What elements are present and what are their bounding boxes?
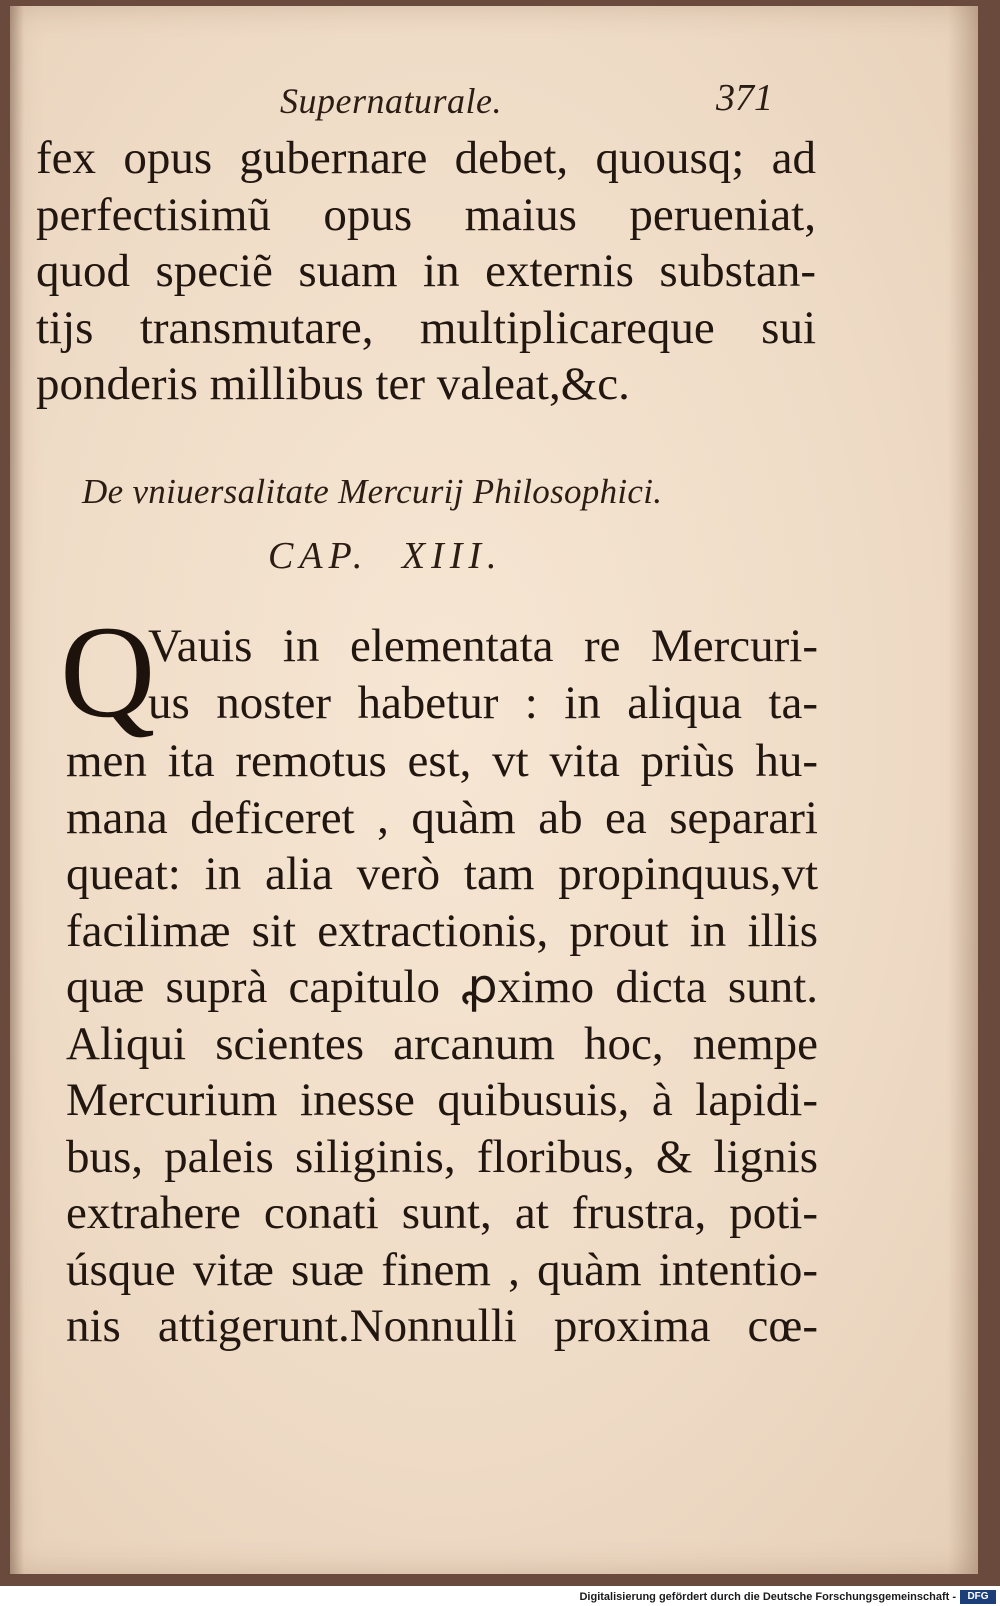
text-line: facilimæ sit extractionis, prout in illis xyxy=(66,904,818,957)
book-page xyxy=(10,6,978,1574)
page-gutter-shadow xyxy=(10,6,24,1574)
text-line: úsque vitæ suæ finem , quàm intentio- xyxy=(66,1243,818,1296)
text-line: men ita remotus est, vt vita priùs hu- xyxy=(66,735,818,787)
text-block-body xyxy=(66,733,818,1355)
page-edge-shadow xyxy=(948,6,978,1574)
running-title: Supernaturale. xyxy=(280,81,502,121)
text-line: queat: in alia verò tam propinquus,vt xyxy=(66,848,818,900)
text-block-opening xyxy=(148,618,818,731)
text-line: quod speciẽ suam in externis substan- xyxy=(36,245,816,297)
text-line: mana deficeret , quàm ab ea separari xyxy=(66,791,818,844)
dfg-logo: DFG xyxy=(960,1590,996,1604)
text-line: ponderis millibus ter valeat,&c. xyxy=(36,358,630,410)
text-line: tijs transmutare, multiplicareque sui xyxy=(36,301,816,354)
text-line: quæ suprà capitulo ꝓximo dicta sunt. xyxy=(66,961,818,1013)
text-line: bus, paleis siliginis, floribus, & lignis xyxy=(66,1130,818,1183)
chapter-title: De vniuersalitate Mercurij Philosophici. xyxy=(82,472,663,511)
text-line: fex opus gubernare debet, quousq; ad xyxy=(36,132,816,184)
text-line: Mercurium inesse quibusuis, à lapidi- xyxy=(66,1074,818,1126)
text-line: nis attigerunt.Nonnulli proxima cœ- xyxy=(66,1300,818,1352)
chapter-number: CAP. XIII. xyxy=(268,535,503,577)
text-line: perfectisimũ opus maius perueniat, xyxy=(36,188,816,241)
text-line: Vauis in elementata re Mercuri- xyxy=(148,620,818,672)
text-line: extrahere conati sunt, at frustra, poti- xyxy=(66,1187,818,1239)
drop-cap-initial: Q xyxy=(60,598,156,745)
text-line: Aliqui scientes arcanum hoc, nempe xyxy=(66,1017,818,1070)
text-line: us noster habetur : in aliqua ta- xyxy=(148,676,818,729)
page-number: 371 xyxy=(716,77,773,119)
digitization-credit: Digitalisierung gefördert durch die Deutsche Forschungsgemeinschaft - xyxy=(579,1591,956,1603)
text-block-continuation xyxy=(36,130,816,413)
